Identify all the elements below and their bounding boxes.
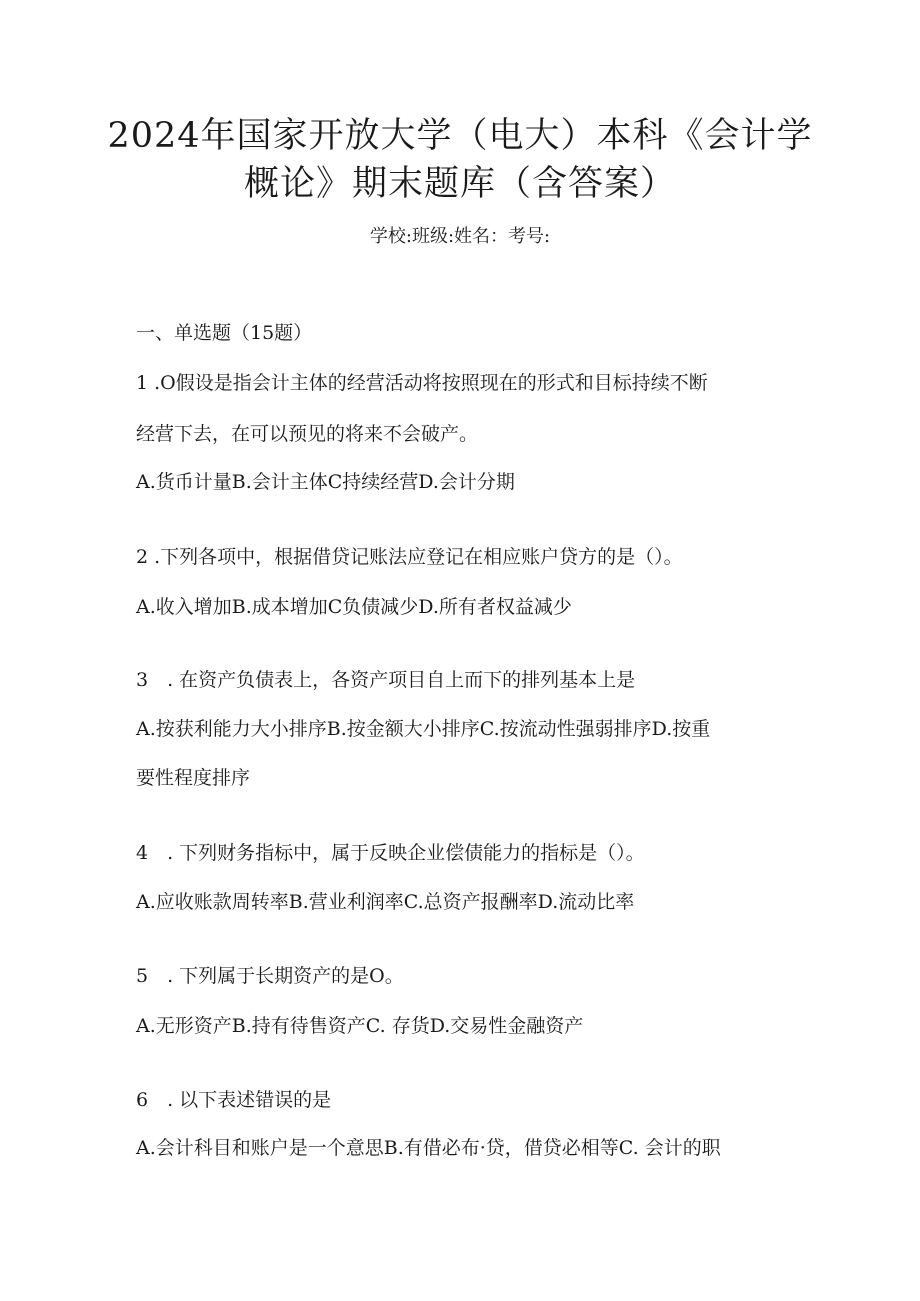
- question-5-stem: 5 . 下列属于长期资产的是O。: [136, 965, 404, 987]
- question-3-options-continued: 要性程度排序: [136, 767, 251, 789]
- question-4-options: A.应收账款周转率B.营业利润率C.总资产报酬率D.流动比率: [136, 891, 635, 913]
- question-6-stem: 6 . 以下表述错误的是: [136, 1089, 332, 1111]
- question-2-options: A.收入增加B.成本增加C负债减少D.所有者权益减少: [136, 596, 572, 618]
- question-6-options: A.会计科目和账户是一个意思B.有借必布·贷，借贷必相等C. 会计的职: [136, 1137, 721, 1159]
- document-title-line-1: 2024年国家开放大学（电大）本科《会计学: [107, 116, 813, 156]
- question-3-options: A.按获利能力大小排序B.按金额大小排序C.按流动性强弱排序D.按重: [136, 718, 711, 740]
- question-1-stem-continued: 经营下去，在可以预见的将来不会破产。: [136, 423, 479, 445]
- question-1-stem: 1 .O假设是指会计主体的经营活动将按照现在的形式和目标持续不断: [136, 372, 708, 394]
- section-heading: 一、单选题（15题）: [136, 322, 313, 344]
- question-1-options: A.货币计量B.会计主体C持续经营D.会计分期: [136, 471, 515, 493]
- question-5-options: A.无形资产B.持有待售资产C. 存货D.交易性金融资产: [136, 1015, 584, 1037]
- question-4-stem: 4 . 下列财务指标中，属于反映企业偿债能力的指标是（）。: [136, 842, 645, 864]
- document-title-line-2: 概论》期末题库（含答案）: [243, 164, 676, 204]
- student-info-line: 学校:班级:姓名：考号:: [369, 226, 551, 247]
- question-2-stem: 2 .下列各项中，根据借贷记账法应登记在相应账户贷方的是（）。: [136, 546, 683, 568]
- question-3-stem: 3 . 在资产负债表上，各资产项目自上而下的排列基本上是: [136, 669, 636, 691]
